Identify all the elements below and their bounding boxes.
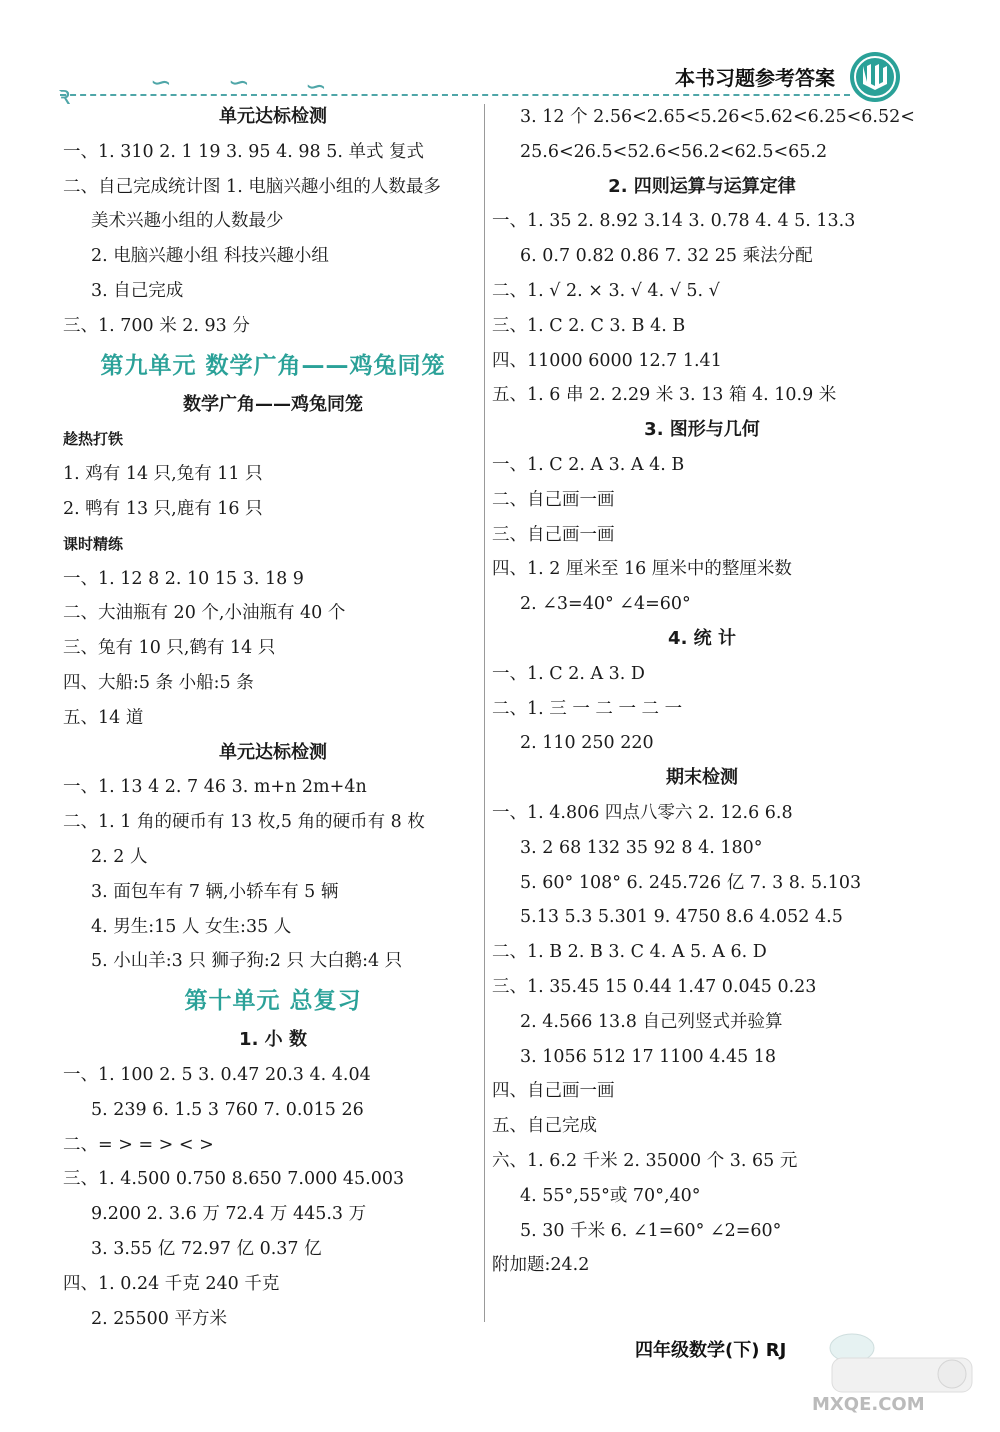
left-column xyxy=(63,100,483,1336)
answer-line: 2. 2 人 xyxy=(91,846,148,867)
answer-line: 三、1. 700 米 2. 93 分 xyxy=(63,315,250,336)
swirl-ornament: ∽ xyxy=(228,68,250,98)
answer-line: 六、1. 6.2 千米 2. 35000 个 3. 65 元 xyxy=(492,1150,798,1171)
answer-line: 4. 55°,55°或 70°,40° xyxy=(520,1185,701,1206)
answer-line: 二、自己画一画 xyxy=(492,489,615,510)
section-heading: 数学广角——鸡兔同笼 xyxy=(183,393,363,415)
answer-line: 四、自己画一画 xyxy=(492,1081,615,1102)
answer-line: 五、自己完成 xyxy=(492,1116,597,1137)
answer-line: 二、大油瓶有 20 个,小油瓶有 40 个 xyxy=(63,603,346,624)
right-column xyxy=(492,100,915,1283)
subsection-label: 课时精练 xyxy=(63,534,124,553)
answer-line: 四、大船:5 条 小船:5 条 xyxy=(63,672,254,693)
answer-line: 4. 男生:15 人 女生:35 人 xyxy=(91,916,292,937)
swirl-ornament: ∽ xyxy=(305,72,327,102)
answer-line: 三、兔有 10 只,鹤有 14 只 xyxy=(63,638,276,659)
answer-line: 5. 小山羊:3 只 狮子狗:2 只 大白鹅:4 只 xyxy=(91,951,403,972)
answer-line: 四、11000 6000 12.7 1.41 xyxy=(492,350,722,371)
watermark-text: MXQE.COM xyxy=(812,1394,925,1415)
swirl-ornament: ∽ xyxy=(150,68,172,98)
answer-line: 一、1. C 2. A 3. A 4. B xyxy=(492,454,685,475)
answer-line: 2. 鸭有 13 只,鹿有 16 只 xyxy=(63,498,263,519)
answer-line: 五、1. 6 串 2. 2.29 米 3. 13 箱 4. 10.9 米 xyxy=(492,385,837,406)
unit-heading: 第十单元 总复习 xyxy=(184,988,362,1015)
header-dashed-line xyxy=(60,94,850,96)
answer-line: 3. 2 68 132 35 92 8 4. 180° xyxy=(520,837,763,858)
section-heading: 4. 统 计 xyxy=(668,627,736,649)
answer-line: 6. 0.7 0.82 0.86 7. 32 25 乘法分配 xyxy=(520,246,813,267)
answer-line: 美术兴趣小组的人数最少 xyxy=(91,211,284,232)
answer-line: 25.6<26.5<52.6<56.2<62.5<65.2 xyxy=(520,141,828,162)
answer-line: 5. 60° 108° 6. 245.726 亿 7. 3 8. 5.103 xyxy=(520,872,862,893)
section-heading: 期末检测 xyxy=(666,767,738,789)
section-heading: 单元达标检测 xyxy=(219,106,327,127)
answer-line: 一、1. 12 8 2. 10 15 3. 18 9 xyxy=(63,568,304,589)
answer-line: 3. 面包车有 7 辆,小轿车有 5 辆 xyxy=(91,881,339,902)
answer-line: 9.200 2. 3.6 万 72.4 万 445.3 万 xyxy=(91,1204,367,1225)
answer-line: 二、自己完成统计图 1. 电脑兴趣小组的人数最多 xyxy=(63,176,441,197)
answer-line: 2. 4.566 13.8 自己列竖式并验算 xyxy=(520,1011,783,1032)
answer-line: 二、1. 三 一 二 一 二 一 xyxy=(492,698,683,719)
answer-line: 3. 12 个 2.56<2.65<5.26<5.62<6.25<6.52< xyxy=(520,107,915,127)
footer-label: 四年级数学(下) RJ xyxy=(635,1340,787,1361)
answer-line: 三、1. 35.45 15 0.44 1.47 0.045 0.23 xyxy=(492,976,817,997)
answer-line: 2. ∠3=40° ∠4=60° xyxy=(520,594,691,615)
subsection-label: 趁热打铁 xyxy=(63,430,124,449)
unit-heading: 第九单元 数学广角——鸡兔同笼 xyxy=(100,352,446,379)
answer-line: 一、1. 35 2. 8.92 3.14 3. 0.78 4. 4 5. 13.3 xyxy=(492,211,856,232)
column-divider xyxy=(484,104,485,1322)
answer-line: 四、1. 2 厘米至 16 厘米中的整厘米数 xyxy=(492,559,792,580)
answer-line: 一、1. 4.806 四点八零六 2. 12.6 6.8 xyxy=(492,802,793,823)
section-heading: 单元达标检测 xyxy=(219,741,327,763)
swirl-ornament: ꝛ xyxy=(58,81,71,111)
answer-line: 2. 110 250 220 xyxy=(520,733,654,754)
answer-line: 三、1. C 2. C 3. B 4. B xyxy=(492,315,686,336)
answer-line: 四、1. 0.24 千克 240 千克 xyxy=(63,1273,280,1294)
section-heading: 1. 小 数 xyxy=(239,1029,307,1051)
answer-line: 一、1. 100 2. 5 3. 0.47 20.3 4. 4.04 xyxy=(63,1064,371,1085)
answer-line: 一、1. 310 2. 1 19 3. 95 4. 98 5. 单式 复式 xyxy=(63,141,425,162)
answer-line: 3. 自己完成 xyxy=(91,280,184,301)
answer-line: 二、1. B 2. B 3. C 4. A 5. A 6. D xyxy=(492,942,767,963)
section-heading: 3. 图形与几何 xyxy=(644,419,760,441)
answer-line: 1. 鸡有 14 只,兔有 11 只 xyxy=(63,464,263,485)
answer-line: 二、1. 1 角的硬币有 13 枚,5 角的硬币有 8 枚 xyxy=(63,812,425,833)
answer-line: 一、1. C 2. A 3. D xyxy=(492,663,645,684)
answer-line: 二、1. √ 2. × 3. √ 4. √ 5. √ xyxy=(492,280,720,301)
answer-line: 3. 1056 512 17 1100 4.45 18 xyxy=(520,1046,777,1067)
answer-line: 三、自己画一画 xyxy=(492,524,615,545)
answer-line: 附加题:24.2 xyxy=(492,1255,590,1276)
answer-line: 3. 3.55 亿 72.97 亿 0.37 亿 xyxy=(91,1238,322,1259)
answer-line: 三、1. 4.500 0.750 8.650 7.000 45.003 xyxy=(63,1169,405,1190)
answer-line: 2. 电脑兴趣小组 科技兴趣小组 xyxy=(91,246,329,267)
answer-line: 二、= > = > < > xyxy=(63,1134,214,1155)
answer-line: 2. 25500 平方米 xyxy=(91,1308,227,1329)
answer-line: 一、1. 13 4 2. 7 46 3. m+n 2m+4n xyxy=(63,777,367,798)
header-title: 本书习题参考答案 xyxy=(675,66,835,90)
section-heading: 2. 四则运算与运算定律 xyxy=(608,175,796,197)
answer-line: 5. 30 千米 6. ∠1=60° ∠2=60° xyxy=(520,1220,782,1241)
answer-line: 5.13 5.3 5.301 9. 4750 8.6 4.052 4.5 xyxy=(520,907,843,928)
answer-line: 五、14 道 xyxy=(63,707,144,728)
answer-line: 5. 239 6. 1.5 3 760 7. 0.015 26 xyxy=(91,1099,364,1120)
